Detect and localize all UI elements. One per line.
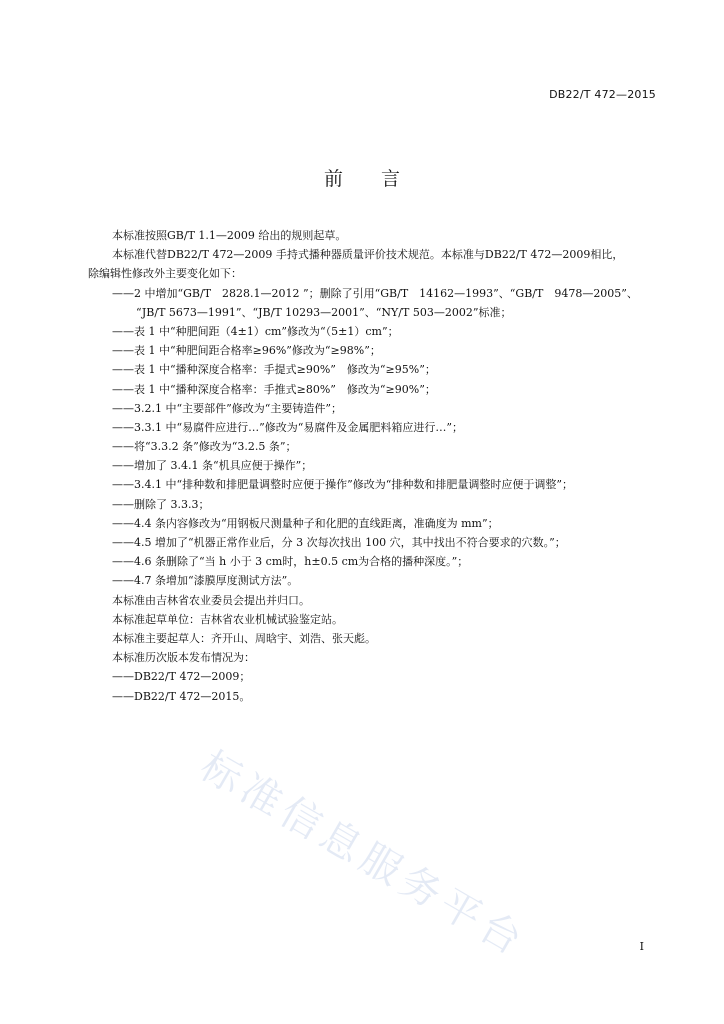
text-line: ——4.5 增加了“机器正常作业后，分 3 次每次找出 100 穴，其中找出不符合要求的穴数。”；	[112, 536, 566, 549]
text-line: ——表 1 中“种肥间距合格率≥96%”修改为“≥98%”；	[112, 344, 381, 358]
text-line: 本标准由吉林省农业委员会提出并归口。	[112, 593, 310, 607]
text-line: 本标准主要起草人：齐开山、周晗宇、刘浩、张天彪。	[112, 631, 376, 645]
text-line: ——3.3.1 中“易腐件应进行…”修改为“易腐件及金属肥料箱应进行…”；	[112, 420, 463, 434]
text-line: ——4.4 条内容修改为“用钢板尺测量种子和化肥的直线距离，准确度为 mm”；	[112, 516, 499, 530]
text-line: ——3.4.1 中“排种数和排肥量调整时应便于操作”修改为“排种数和排肥量调整时应便于调整”；	[112, 478, 573, 492]
text-line: ——3.2.1 中“主要部件”修改为“主要铸造件”；	[112, 401, 342, 415]
watermark: 标准信息服务平台	[192, 742, 535, 967]
text-line: ——删除了 3.3.3；	[112, 497, 210, 511]
text-line: ——4.6 条删除了“当 h 小于 3 cm时，h±0.5 cm为合格的播种深度。”；	[112, 555, 469, 569]
text-line: ——4.7 条增加“漆膜厚度测试方法”。	[112, 574, 299, 588]
text-line: 本标准起草单位：吉林省农业机械试验鉴定站。	[112, 612, 343, 626]
text-line: 本标准按照GB/T 1.1—2009 给出的规则起草。	[112, 229, 347, 242]
text-line: 本标准历次版本发布情况为：	[112, 651, 255, 665]
page-title: 前言	[323, 168, 438, 190]
text-line: ——将“3.3.2 条”修改为“3.2.5 条”；	[112, 440, 297, 454]
text-line: “JB/T 5673—1991”、“JB/T 10293—2001”、“NY/T 503—2002”标准；	[136, 305, 512, 319]
text-line: 本标准代替DB22/T 472—2009 手持式播种器质量评价技术规范。本标准与DB22/T 472—2009相比，	[112, 248, 624, 262]
document-code: DB22/T 472—2015	[549, 88, 656, 101]
text-line: ——DB22/T 472—2015。	[112, 689, 251, 703]
page-number: I	[639, 940, 644, 953]
text-line: ——增加了 3.4.1 条“机具应便于操作”；	[112, 459, 313, 473]
text-line: 除编辑性修改外主要变化如下：	[88, 267, 242, 281]
text-line: ——2 中增加“GB/T 2828.1—2012 ”；删除了引用“GB/T 14162—1993”、“GB/T 9478—2005”、	[112, 286, 638, 300]
text-line: ——表 1 中“播种深度合格率：手提式≥90%” 修改为“≥95%”；	[112, 363, 436, 377]
text-line: ——表 1 中“种肥间距（4±1）cm”修改为“（5±1）cm”；	[112, 324, 399, 338]
text-line: ——DB22/T 472—2009；	[112, 670, 251, 684]
text-line: ——表 1 中“播种深度合格率：手推式≥80%” 修改为“≥90%”；	[112, 382, 436, 396]
foreword-body	[88, 226, 660, 706]
